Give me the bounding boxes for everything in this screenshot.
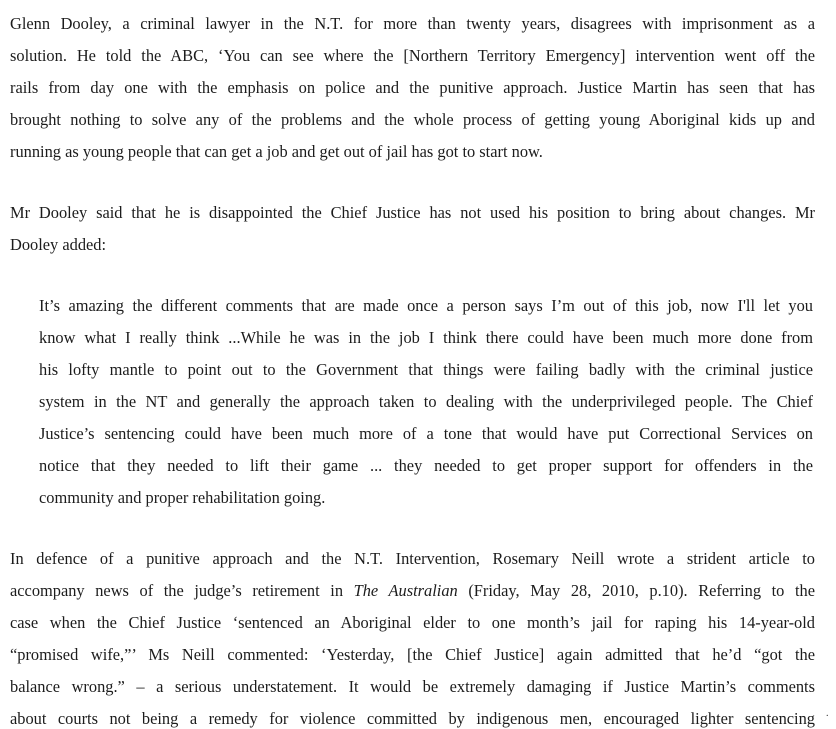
quote-line: notice that they needed to lift their game ... they needed to get proper support for offenders in the bbox=[39, 456, 813, 475]
text-segment: accompany news of the judge’s retirement in bbox=[10, 581, 354, 600]
text-line: Glenn Dooley, a criminal lawyer in the N.T. for more than twenty years, disagrees with imprisonment as a bbox=[10, 14, 815, 33]
text-line: running as young people that can get a job and get out of jail has got to start now. bbox=[10, 142, 543, 161]
publication-title: The Australian bbox=[353, 581, 458, 600]
paragraph-dooley-intro bbox=[10, 8, 815, 168]
text-line: balance wrong.” – a serious understatement. It would be extremely damaging if Justice Martin’s comments bbox=[10, 677, 815, 696]
quote-line: know what I really think ...While he was in the job I think there could have been much more done from bbox=[39, 328, 813, 347]
text-line: case when the Chief Justice ‘sentenced an Aboriginal elder to one month’s jail for raping his 14-year-old bbox=[10, 613, 815, 632]
text-line: about courts not being a remedy for violence committed by indigenous men, encouraged lighter sentencing bbox=[10, 709, 815, 728]
text-line: brought nothing to solve any of the problems and the whole process of getting young Aboriginal kids up and bbox=[10, 110, 815, 129]
text-line: solution. He told the ABC, ‘You can see where the [Northern Territory Emergency] intervention went off the bbox=[10, 46, 815, 65]
text-line: Mr Dooley said that he is disappointed the Chief Justice has not used his position to bring about changes. Mr bbox=[10, 203, 815, 222]
text-line bbox=[10, 575, 815, 607]
text-line: In defence of a punitive approach and the N.T. Intervention, Rosemary Neill wrote a strident article to bbox=[10, 549, 815, 568]
paragraph-neill-article bbox=[10, 543, 815, 729]
quote-line: community and proper rehabilitation going. bbox=[39, 488, 326, 507]
block-quote-dooley bbox=[39, 290, 813, 514]
text-line: “promised wife,”’ Ms Neill commented: ‘Yesterday, [the Chief Justice] again admitted that he’d “got the bbox=[10, 645, 815, 664]
text-line: rails from day one with the emphasis on police and the punitive approach. Justice Martin has seen that has bbox=[10, 78, 815, 97]
quote-line: his lofty mantle to point out to the Government that things were failing badly with the criminal justice bbox=[39, 360, 813, 379]
quote-line: Justice’s sentencing could have been much more of a tone that would have put Correctional Services on bbox=[39, 424, 813, 443]
text-segment: (Friday, May 28, 2010, p.10). Referring to the bbox=[457, 581, 815, 600]
paragraph-dooley-disappointed bbox=[10, 197, 815, 261]
quote-line: It’s amazing the different comments that are made once a person says I’m out of this job, now I'll let you bbox=[39, 296, 813, 315]
text-line: Dooley added: bbox=[10, 235, 107, 254]
edge-mark: . bbox=[826, 708, 829, 719]
quote-line: system in the NT and generally the approach taken to dealing with the underprivileged people. The Chief bbox=[39, 392, 813, 411]
